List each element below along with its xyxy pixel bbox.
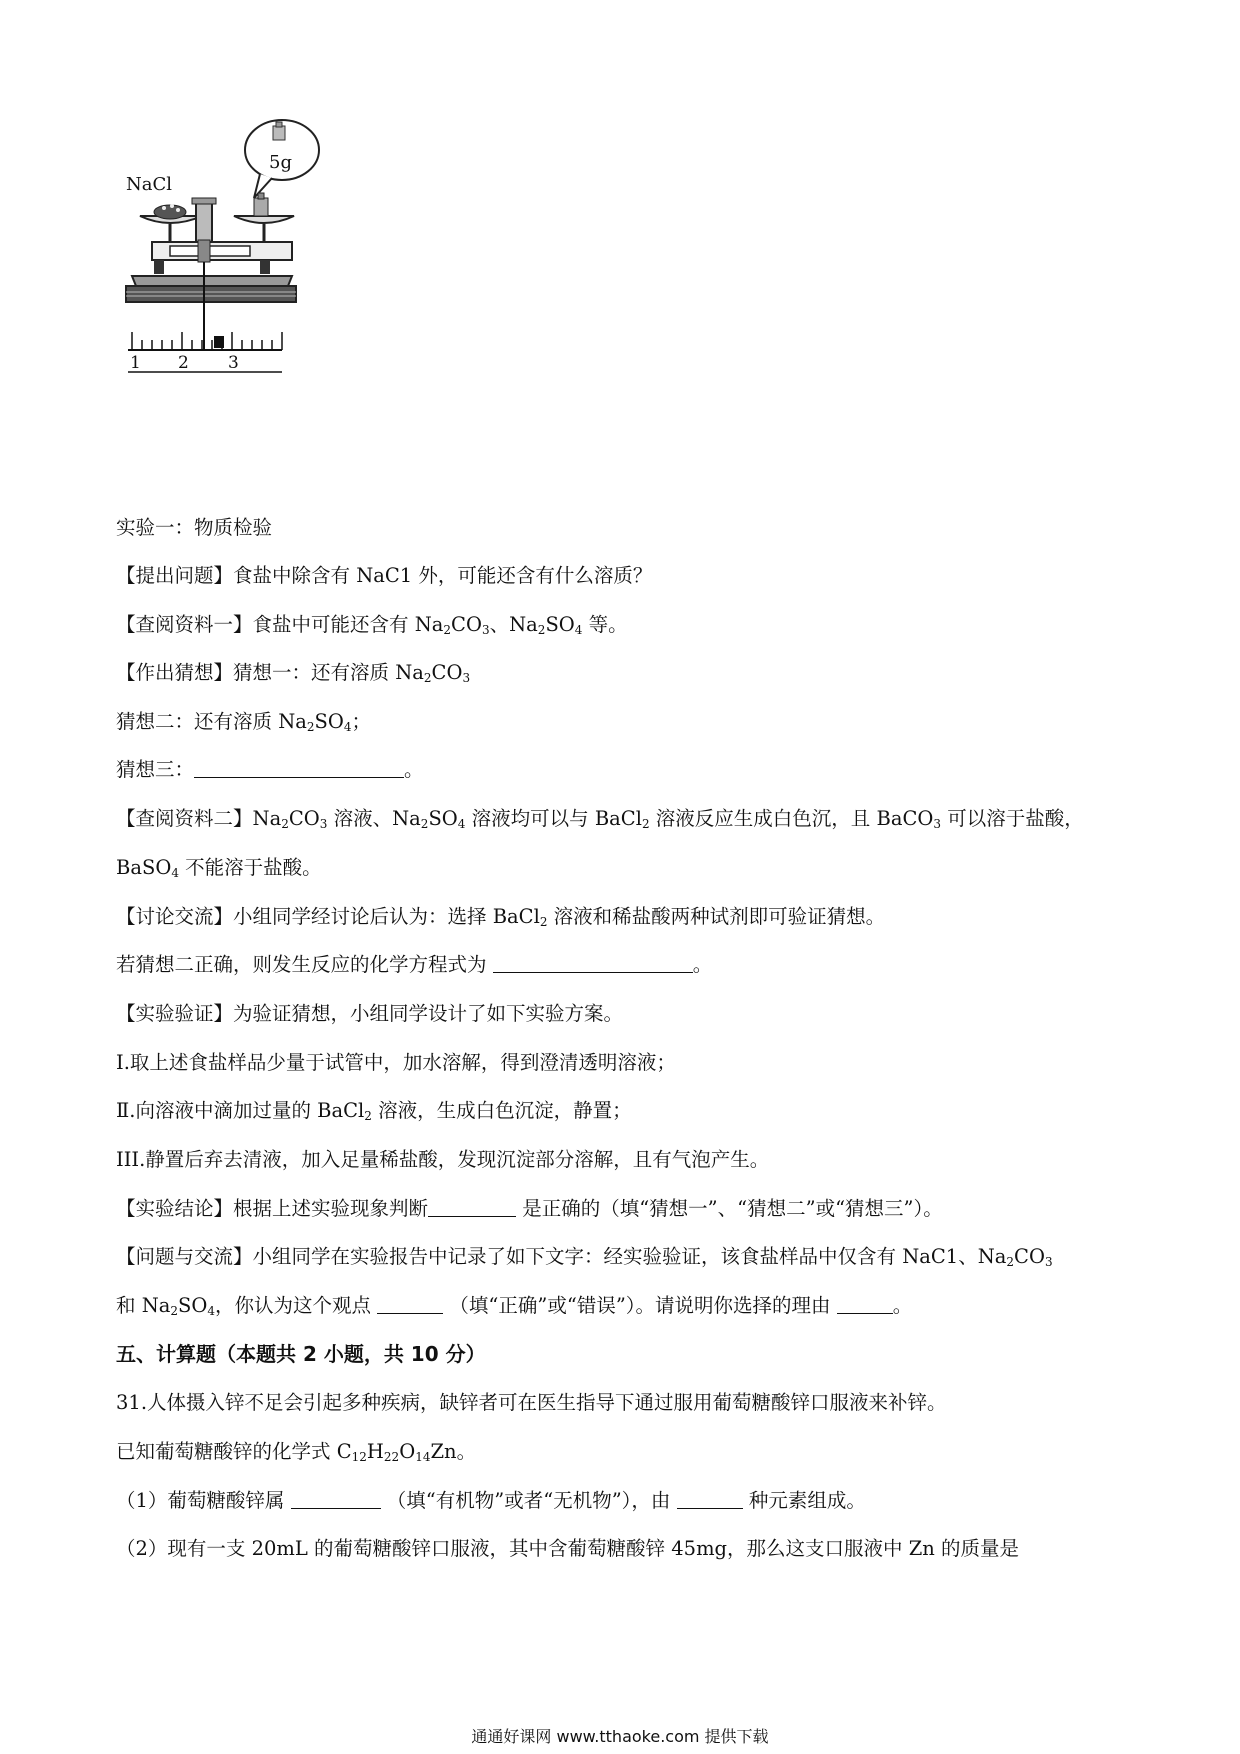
scale-tick-1: 1 [130,353,141,373]
formula-line: 已知葡萄糖酸锌的化学式 $C_{12}H_{22}O_{14}Zn$。 [116,1440,477,1464]
part-two-line: （2）现有一支 20mL 的葡萄糖酸锌口服液，其中含葡萄糖酸锌 45mg，那么这支口服液中 Zn 的质量是 [116,1537,1020,1560]
question-line: 【提出问题】食盐中除含有 NaC1 外，可能还含有什么溶质？ [116,564,653,587]
footer-watermark: 通通好课网 www.tthaoke.com 提供下载 [471,1727,769,1746]
info-one-line: 【查阅资料一】食盐中可能还含有 $Na_2CO_3$、$Na_2SO_4$ 等。 [116,613,628,637]
info-two-line: 【查阅资料二】$Na_2CO_3$ 溶液、$Na_2SO_4$ 溶液均可以与 BaCl$_2$ 溶液反应生成白色沉，且 BaCO$_3$ 可以溶于盐酸， [116,807,1084,831]
element-count-blank[interactable] [677,1490,743,1509]
hypothesis-one-line: 【作出猜想】猜想一：还有溶质 $Na_2CO_3$ [116,661,471,685]
conclusion-line: 【实验结论】根据上述实验现象判断 是正确的（填“猜想一”、“猜想二”或“猜想三”）。 [116,1197,943,1220]
weight-5g-label: 5g [269,152,292,173]
organic-blank[interactable] [291,1490,381,1509]
conclusion-blank[interactable] [428,1198,516,1217]
info-two-continued-line: BaSO$_4$ 不能溶于盐酸。 [116,856,322,880]
hypothesis-three-line: 猜想三： 。 [116,758,424,781]
question-exchange-continued-line: 和 $Na_2SO_4$，你认为这个观点 （填“正确”或“错误”）。请说明你选择的理由 。 [116,1294,913,1318]
reason-blank[interactable] [837,1295,893,1314]
scale-tick-2: 2 [178,353,189,373]
hypothesis-three-blank[interactable] [194,759,404,778]
question-31-line: 31.人体摄入锌不足会引起多种疾病，缺锌者可在医生指导下通过服用葡萄糖酸锌口服液来补锌。 [116,1391,947,1414]
equation-line: 若猜想二正确，则发生反应的化学方程式为 。 [116,953,713,976]
step-three-line: III.静置后弃去清液，加入足量稀盐酸，发现沉淀部分溶解，且有气泡产生。 [116,1148,770,1171]
rider-marker [214,336,224,348]
equation-blank[interactable] [493,954,693,973]
step-one-line: Ⅰ.取上述食盐样品少量于试管中，加水溶解，得到澄清透明溶液； [116,1051,676,1074]
verification-line: 【实验验证】为验证猜想，小组同学设计了如下实验方案。 [116,1002,624,1025]
hypothesis-two-line: 猜想二：还有溶质 $Na_2SO_4$； [116,710,372,734]
scale-tick-3: 3 [228,353,239,373]
question-exchange-line: 【问题与交流】小组同学在实验报告中记录了如下文字：经实验验证，该食盐样品中仅含有 NaC1、$Na_2CO_3$ [116,1245,1053,1269]
step-two-line: Ⅱ.向溶液中滴加过量的 BaCl$_2$ 溶液，生成白色沉淀，静置； [116,1099,632,1123]
balance-figure [126,118,382,428]
balance-illustration [126,118,382,428]
section-five-heading: 五、计算题（本题共 2 小题，共 10 分） [116,1342,486,1366]
discussion-line: 【讨论交流】小组同学经讨论后认为：选择 BaCl$_2$ 溶液和稀盐酸两种试剂即可验证猜想。 [116,905,886,929]
part-one-line: （1）葡萄糖酸锌属 （填“有机物”或者“无机物”），由 种元素组成。 [116,1489,866,1512]
opinion-blank[interactable] [377,1295,443,1314]
experiment-one-title: 实验一：物质检验 [116,516,273,539]
nacl-label: NaCl [126,174,173,195]
